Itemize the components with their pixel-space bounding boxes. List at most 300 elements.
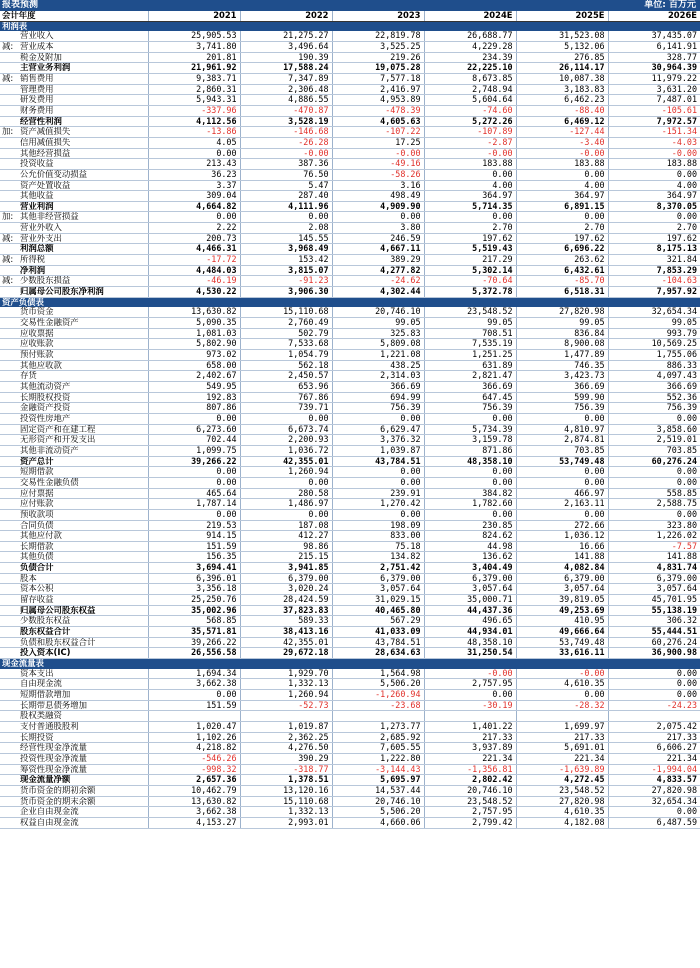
table-row — [0, 477, 700, 488]
row-label: 资本支出 — [20, 668, 54, 678]
value-cell: 7,487.01 — [608, 95, 700, 106]
row-label-cell — [0, 328, 148, 339]
value-cell: -998.32 — [148, 764, 240, 775]
value-cell: 37,435.07 — [608, 31, 700, 41]
value-cell: 14,537.44 — [332, 785, 424, 796]
value-cell: 1,564.98 — [332, 669, 424, 679]
value-cell: -1,260.94 — [332, 690, 424, 701]
report-header — [0, 0, 700, 11]
value-cell: 1,260.94 — [240, 690, 332, 701]
value-cell: 1,221.08 — [332, 350, 424, 361]
value-cell: 328.77 — [608, 52, 700, 63]
value-cell: 1,486.97 — [240, 499, 332, 510]
value-cell: 0.00 — [332, 413, 424, 424]
row-label: 无形资产和开发支出 — [20, 434, 96, 445]
value-cell: 4,831.74 — [608, 563, 700, 574]
value-cell: 2,860.31 — [148, 84, 240, 95]
value-cell: 76.50 — [240, 169, 332, 180]
row-label: 长期股权投资 — [20, 392, 71, 402]
value-cell: 8,900.08 — [516, 339, 608, 350]
value-cell: 6,518.31 — [516, 287, 608, 298]
value-cell: 60,276.24 — [608, 637, 700, 648]
value-cell: 99.05 — [424, 318, 516, 329]
value-cell: 141.88 — [516, 552, 608, 563]
value-cell: 6,379.00 — [608, 573, 700, 584]
row-label: 负债和股东权益合计 — [20, 637, 96, 647]
value-cell: 20,746.10 — [332, 307, 424, 317]
value-cell: 1,699.97 — [516, 721, 608, 732]
value-cell: 1,378.51 — [240, 775, 332, 786]
value-cell: 739.71 — [240, 403, 332, 414]
value-cell: 217.33 — [424, 732, 516, 743]
value-cell: 26,556.58 — [148, 648, 240, 659]
value-cell: 44.98 — [424, 541, 516, 552]
value-cell: 5,272.26 — [424, 116, 516, 127]
table-row — [0, 488, 700, 499]
value-cell: 0.00 — [148, 467, 240, 478]
table-row — [0, 424, 700, 435]
value-cell: 0.00 — [424, 169, 516, 180]
value-cell: 833.00 — [332, 531, 424, 542]
table-row — [0, 191, 700, 202]
value-cell: 323.80 — [608, 520, 700, 531]
table-row — [0, 721, 700, 732]
value-cell: 7,605.55 — [332, 743, 424, 754]
row-label: 筹资性现金净流量 — [20, 764, 87, 774]
table-row — [0, 764, 700, 775]
value-cell: 276.85 — [516, 52, 608, 63]
value-cell: 0.00 — [608, 169, 700, 180]
value-cell: 219.26 — [332, 52, 424, 63]
row-label-cell — [0, 116, 148, 127]
value-cell: -3,144.43 — [332, 764, 424, 775]
table-row — [0, 148, 700, 159]
table-row — [0, 52, 700, 63]
value-cell: -13.86 — [148, 127, 240, 138]
value-cell: 7,533.68 — [240, 339, 332, 350]
row-label: 投资收益 — [20, 158, 54, 169]
value-cell: 43,784.51 — [332, 456, 424, 467]
value-cell: -1,639.89 — [516, 764, 608, 775]
value-cell: 2,799.42 — [424, 817, 516, 828]
value-cell: 746.35 — [516, 360, 608, 371]
row-label: 其他流动资产 — [20, 381, 71, 391]
row-label: 资产总计 — [20, 456, 54, 466]
value-cell: -24.62 — [332, 276, 424, 287]
value-cell: 2,075.42 — [608, 721, 700, 732]
row-label-cell — [0, 669, 148, 679]
row-label: 预付账款 — [20, 349, 54, 359]
row-label-cell — [0, 244, 148, 255]
value-cell: 0.00 — [608, 477, 700, 488]
value-cell: 32,654.34 — [608, 307, 700, 317]
table-row — [0, 563, 700, 574]
table-row — [0, 807, 700, 818]
row-label-cell — [0, 148, 148, 159]
row-label-cell — [0, 73, 148, 84]
value-cell: 3,376.32 — [332, 435, 424, 446]
row-label-cell — [0, 265, 148, 276]
value-cell: 141.88 — [608, 552, 700, 563]
value-cell: 7,853.29 — [608, 265, 700, 276]
value-cell: 27,820.98 — [608, 785, 700, 796]
row-label-cell — [0, 137, 148, 148]
value-cell: 2,757.95 — [424, 807, 516, 818]
value-cell: 3,968.49 — [240, 244, 332, 255]
table-row — [0, 95, 700, 106]
value-cell: -23.68 — [332, 700, 424, 711]
row-label-cell — [0, 721, 148, 732]
row-label-cell — [0, 679, 148, 690]
value-cell: 36,900.98 — [608, 648, 700, 659]
value-cell: 2,519.01 — [608, 435, 700, 446]
table-row — [0, 732, 700, 743]
row-label-cell — [0, 413, 148, 424]
row-label-cell — [0, 509, 148, 520]
value-cell: 6,396.01 — [148, 573, 240, 584]
value-cell: 0.00 — [148, 690, 240, 701]
value-cell: 466.97 — [516, 488, 608, 499]
value-cell: 26,114.17 — [516, 63, 608, 74]
value-cell: 221.34 — [516, 753, 608, 764]
row-label-cell — [0, 690, 148, 701]
column-header: 2026E — [608, 11, 700, 21]
value-cell: 2,314.03 — [332, 371, 424, 382]
value-cell: 1,755.06 — [608, 350, 700, 361]
value-cell: 230.85 — [424, 520, 516, 531]
section-title: 现金流量表 — [0, 659, 700, 669]
value-cell: 410.95 — [516, 616, 608, 627]
column-header: 2021 — [148, 11, 240, 21]
column-header: 2024E — [424, 11, 516, 21]
value-cell: 6,379.00 — [516, 573, 608, 584]
value-cell: 2.70 — [516, 223, 608, 234]
value-cell: 17,588.24 — [240, 63, 332, 74]
value-cell: 496.65 — [424, 616, 516, 627]
value-cell: 32,654.34 — [608, 796, 700, 807]
table-row — [0, 456, 700, 467]
value-cell: 4,660.06 — [332, 817, 424, 828]
value-cell: 31,523.08 — [516, 31, 608, 41]
value-cell: 7,972.57 — [608, 116, 700, 127]
row-label: 其他收益 — [20, 190, 54, 201]
value-cell: 4,530.22 — [148, 287, 240, 298]
value-cell: 0.00 — [424, 413, 516, 424]
value-cell: 4,182.08 — [516, 817, 608, 828]
value-cell: 2,751.42 — [332, 563, 424, 574]
row-prefix: 加: — [2, 211, 14, 222]
value-cell: 6,606.27 — [608, 743, 700, 754]
value-cell: 0.00 — [608, 212, 700, 223]
table-row — [0, 41, 700, 52]
row-label-cell — [0, 392, 148, 403]
value-cell: 55,138.19 — [608, 605, 700, 616]
value-cell: 1,787.14 — [148, 499, 240, 510]
row-label: 应收账款 — [20, 338, 54, 349]
value-cell — [148, 711, 240, 722]
value-cell: 183.88 — [608, 159, 700, 170]
row-label-cell — [0, 456, 148, 467]
table-row — [0, 499, 700, 510]
row-label: 税金及附加 — [20, 52, 62, 62]
value-cell: 2,748.94 — [424, 84, 516, 95]
row-label: 其他应收款 — [20, 360, 62, 370]
value-cell: 4,097.43 — [608, 371, 700, 382]
value-cell: 221.34 — [424, 753, 516, 764]
row-prefix: 减: — [2, 254, 14, 265]
row-label-cell — [0, 255, 148, 266]
row-label: 营业外支出 — [20, 233, 62, 243]
table-row — [0, 627, 700, 638]
value-cell: 366.69 — [332, 381, 424, 392]
table-row — [0, 467, 700, 478]
value-cell: 703.85 — [608, 445, 700, 456]
value-cell: 756.39 — [608, 403, 700, 414]
value-cell: 44,437.36 — [424, 605, 516, 616]
row-label: 长期带息债务增加 — [20, 700, 87, 710]
row-prefix: 减: — [2, 41, 14, 51]
column-header: 2025E — [516, 11, 608, 21]
value-cell: 2,993.01 — [240, 817, 332, 828]
value-cell: 4,276.50 — [240, 743, 332, 754]
table-row — [0, 73, 700, 84]
value-cell: 2.08 — [240, 223, 332, 234]
value-cell: 0.00 — [516, 413, 608, 424]
value-cell: 2,821.47 — [424, 371, 516, 382]
value-cell: 3,020.24 — [240, 584, 332, 595]
row-label-cell — [0, 573, 148, 584]
value-cell: 36.23 — [148, 169, 240, 180]
value-cell: 366.69 — [424, 381, 516, 392]
value-cell: 5,809.08 — [332, 339, 424, 350]
value-cell: 13,630.82 — [148, 796, 240, 807]
value-cell: 4.00 — [424, 180, 516, 191]
value-cell — [608, 711, 700, 722]
table-row — [0, 413, 700, 424]
table-row — [0, 711, 700, 722]
value-cell: 217.29 — [424, 255, 516, 266]
value-cell: 145.55 — [240, 233, 332, 244]
value-cell: 1,036.72 — [240, 445, 332, 456]
row-label-cell — [0, 191, 148, 202]
value-cell: -0.00 — [424, 148, 516, 159]
value-cell: 9,383.71 — [148, 73, 240, 84]
value-cell: 387.36 — [240, 159, 332, 170]
value-cell: 4,909.90 — [332, 201, 424, 212]
value-cell: 558.85 — [608, 488, 700, 499]
value-cell: -318.77 — [240, 764, 332, 775]
value-cell: 0.00 — [148, 148, 240, 159]
value-cell: 384.82 — [424, 488, 516, 499]
table-row — [0, 255, 700, 266]
value-cell: 3,858.60 — [608, 424, 700, 435]
value-cell: 366.69 — [516, 381, 608, 392]
value-cell: 309.04 — [148, 191, 240, 202]
value-cell: -470.87 — [240, 105, 332, 116]
row-label-cell — [0, 775, 148, 786]
value-cell: -58.26 — [332, 169, 424, 180]
value-cell: 1,401.22 — [424, 721, 516, 732]
value-cell: 44,934.01 — [424, 627, 516, 638]
value-cell: 631.89 — [424, 360, 516, 371]
row-label: 权益自由现金流 — [20, 817, 79, 827]
value-cell: 1,477.89 — [516, 350, 608, 361]
value-cell: -30.19 — [424, 700, 516, 711]
row-label-cell — [0, 531, 148, 542]
row-label-cell — [0, 605, 148, 616]
value-cell: 27,820.98 — [516, 307, 608, 317]
row-label-cell — [0, 381, 148, 392]
forecast-table — [0, 11, 700, 829]
row-label: 负债合计 — [20, 562, 54, 573]
value-cell: 6,462.23 — [516, 95, 608, 106]
row-label: 存货 — [20, 370, 37, 381]
row-label-cell — [0, 753, 148, 764]
row-prefix: 减: — [2, 275, 14, 286]
value-cell: -17.72 — [148, 255, 240, 266]
value-cell: 21,275.27 — [240, 31, 332, 41]
value-cell: 48,358.10 — [424, 456, 516, 467]
value-cell: 246.59 — [332, 233, 424, 244]
value-cell: 0.00 — [148, 212, 240, 223]
section-title: 资产负债表 — [0, 297, 700, 307]
value-cell: -127.44 — [516, 127, 608, 138]
value-cell: 6,469.12 — [516, 116, 608, 127]
row-label: 营业利润 — [20, 201, 54, 211]
value-cell: 2,588.75 — [608, 499, 700, 510]
value-cell: 647.45 — [424, 392, 516, 403]
value-cell: 4,484.03 — [148, 265, 240, 276]
value-cell: 4,272.45 — [516, 775, 608, 786]
row-label: 少数股东权益 — [20, 615, 71, 626]
row-label: 固定资产和在建工程 — [20, 424, 96, 434]
row-label: 研发费用 — [20, 94, 54, 105]
column-header-row — [0, 11, 700, 21]
value-cell — [240, 711, 332, 722]
value-cell: 552.36 — [608, 392, 700, 403]
value-cell: 5,714.35 — [424, 201, 516, 212]
row-label-cell — [0, 627, 148, 638]
value-cell: 4,112.56 — [148, 116, 240, 127]
value-cell: 3,631.20 — [608, 84, 700, 95]
value-cell: 1,260.94 — [240, 467, 332, 478]
value-cell: 20,746.10 — [332, 796, 424, 807]
value-cell: 42,355.01 — [240, 456, 332, 467]
value-cell: 7,957.92 — [608, 287, 700, 298]
value-cell: -26.28 — [240, 137, 332, 148]
value-cell: -0.00 — [240, 148, 332, 159]
value-cell: 22,819.78 — [332, 31, 424, 41]
value-cell: 2,657.36 — [148, 775, 240, 786]
value-cell: 2,874.81 — [516, 435, 608, 446]
value-cell: 6,379.00 — [424, 573, 516, 584]
value-cell: 4,605.63 — [332, 116, 424, 127]
value-cell: 31,250.54 — [424, 648, 516, 659]
value-cell: 53,749.48 — [516, 637, 608, 648]
value-cell: 1,081.03 — [148, 328, 240, 339]
value-cell: 4,277.82 — [332, 265, 424, 276]
row-prefix: 加: — [2, 126, 14, 137]
value-cell: 49,666.64 — [516, 627, 608, 638]
row-label: 其他经营损益 — [20, 148, 71, 158]
value-cell: 2,163.11 — [516, 499, 608, 510]
table-row — [0, 743, 700, 754]
value-cell: 4,111.96 — [240, 201, 332, 212]
value-cell: -46.19 — [148, 276, 240, 287]
report-title: 报表预测 — [2, 0, 39, 10]
value-cell: 0.00 — [240, 212, 332, 223]
row-label: 其他负债 — [20, 551, 54, 562]
value-cell: 1,782.60 — [424, 499, 516, 510]
row-label: 营业成本 — [20, 41, 54, 51]
value-cell: 973.02 — [148, 350, 240, 361]
row-label-cell — [0, 31, 148, 41]
row-label: 股东权益合计 — [20, 626, 71, 637]
value-cell: 767.86 — [240, 392, 332, 403]
value-cell: 1,099.75 — [148, 445, 240, 456]
row-label: 投资性房地产 — [20, 413, 71, 423]
table-row — [0, 605, 700, 616]
value-cell: 5,802.90 — [148, 339, 240, 350]
value-cell: 201.81 — [148, 52, 240, 63]
value-cell: 3,057.64 — [424, 584, 516, 595]
row-label-cell — [0, 169, 148, 180]
value-cell: 0.00 — [424, 467, 516, 478]
table-row — [0, 700, 700, 711]
value-cell: 134.82 — [332, 552, 424, 563]
row-label: 管理费用 — [20, 84, 54, 94]
value-cell: 4,153.27 — [148, 817, 240, 828]
value-cell: 0.00 — [608, 509, 700, 520]
row-label: 主营业务利润 — [20, 62, 71, 73]
value-cell — [332, 711, 424, 722]
value-cell: -104.63 — [608, 276, 700, 287]
row-label: 合同负债 — [20, 520, 54, 530]
row-label: 长期借款 — [20, 541, 54, 551]
value-cell: 438.25 — [332, 360, 424, 371]
value-cell: 6,696.22 — [516, 244, 608, 255]
value-cell: 3,159.78 — [424, 435, 516, 446]
row-label: 资产减值损失 — [20, 126, 71, 137]
value-cell: 39,266.22 — [148, 637, 240, 648]
value-cell: 366.69 — [608, 381, 700, 392]
value-cell: 567.29 — [332, 616, 424, 627]
table-row — [0, 233, 700, 244]
table-row — [0, 403, 700, 414]
value-cell: 1,054.79 — [240, 350, 332, 361]
value-cell: -0.00 — [608, 148, 700, 159]
value-cell: 306.32 — [608, 616, 700, 627]
value-cell: 45,701.95 — [608, 595, 700, 606]
value-cell: 886.33 — [608, 360, 700, 371]
unit-label: 单位: 百万元 — [644, 0, 696, 10]
value-cell: -28.32 — [516, 700, 608, 711]
value-cell — [516, 711, 608, 722]
value-cell: 40,465.80 — [332, 605, 424, 616]
value-cell: 1,226.02 — [608, 531, 700, 542]
row-label: 短期借款增加 — [20, 689, 71, 699]
row-label: 投入资本(IC) — [20, 647, 71, 658]
row-label-cell — [0, 807, 148, 818]
value-cell: 653.96 — [240, 381, 332, 392]
value-cell: 703.85 — [516, 445, 608, 456]
value-cell: 39,266.22 — [148, 456, 240, 467]
value-cell: 364.97 — [424, 191, 516, 202]
value-cell: 219.53 — [148, 520, 240, 531]
value-cell: -1,994.04 — [608, 764, 700, 775]
row-label: 股权类融资 — [20, 710, 62, 721]
value-cell: 708.51 — [424, 328, 516, 339]
